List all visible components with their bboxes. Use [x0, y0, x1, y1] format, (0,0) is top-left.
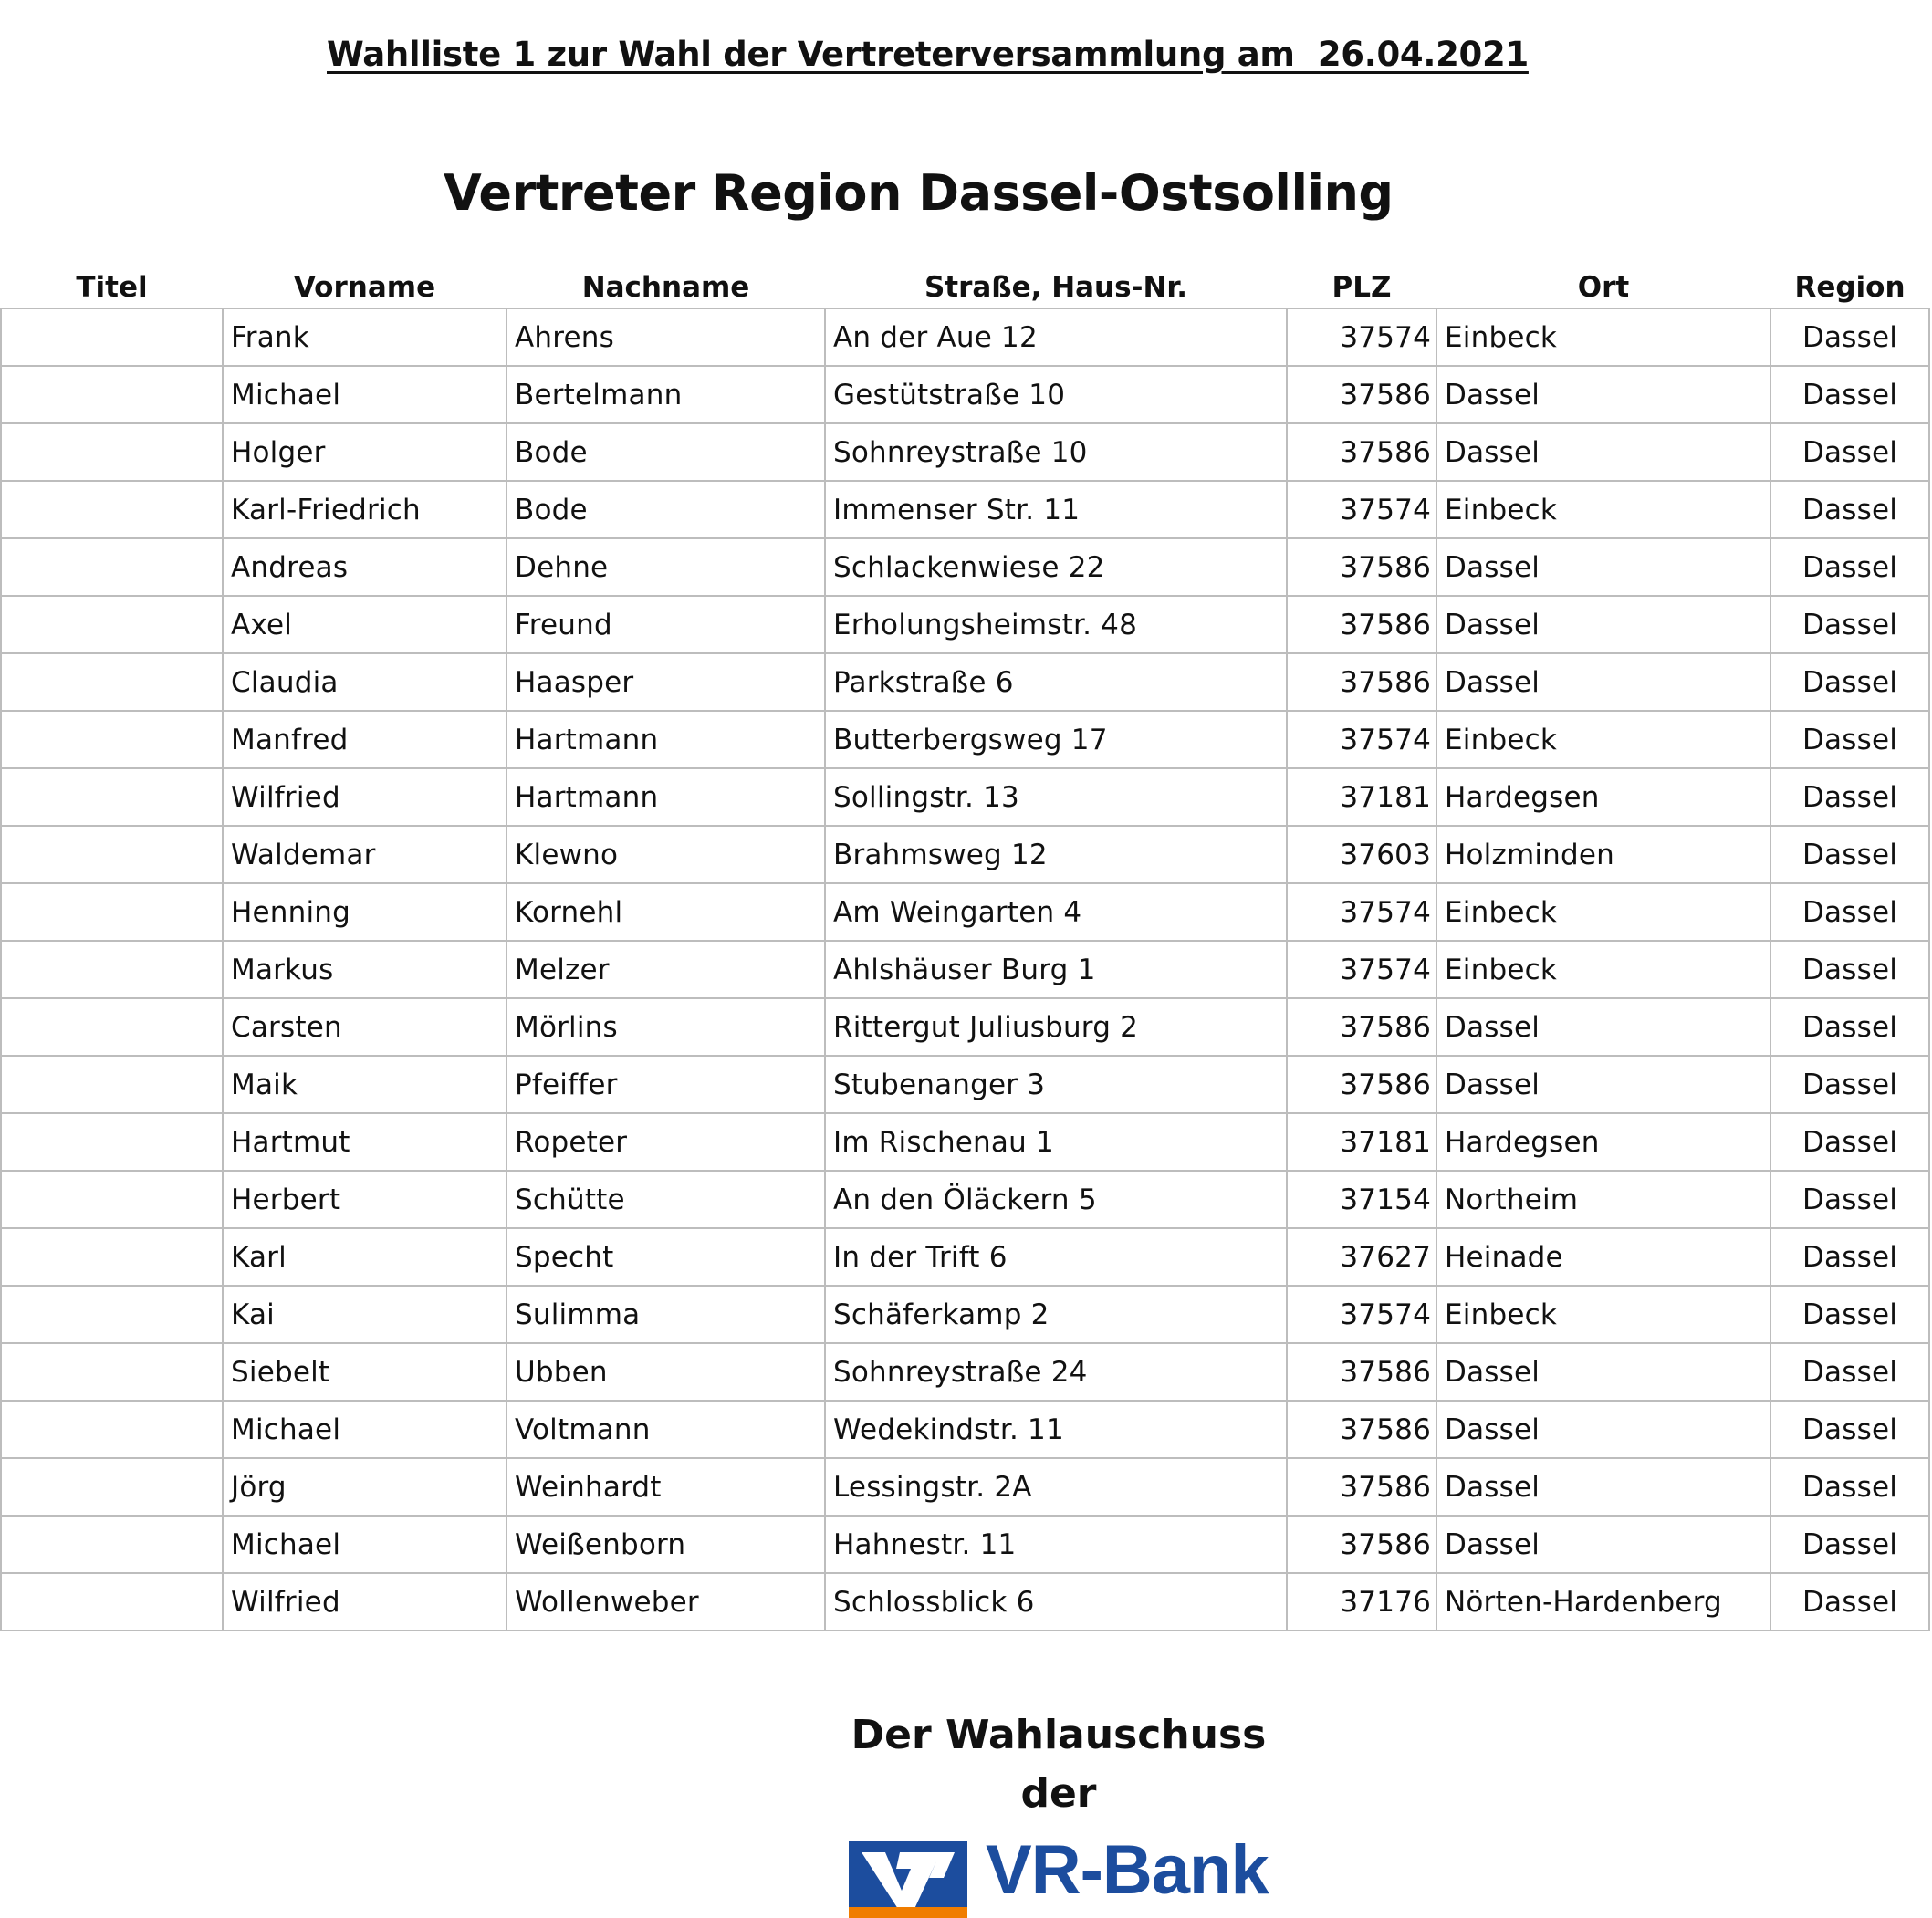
cell-plz: 37586: [1287, 423, 1436, 481]
table-row: [1, 1343, 1929, 1401]
cell-titel: [1, 711, 223, 768]
cell-strasse: An den Öläckern 5: [825, 1171, 1287, 1228]
cell-strasse: Wedekindstr. 11: [825, 1401, 1287, 1458]
table-row: [1, 711, 1929, 768]
table-row: [1, 1516, 1929, 1573]
column-header-nachname: Nachname: [581, 271, 750, 304]
cell-vorname: Markus: [223, 941, 506, 998]
cell-vorname: Frank: [223, 308, 506, 366]
cell-vorname: Siebelt: [223, 1343, 506, 1401]
logo-wordmark: VR-Bank: [986, 1831, 1269, 1909]
cell-vorname: Waldemar: [223, 826, 506, 883]
cell-region: Dassel: [1770, 1286, 1929, 1343]
cell-plz: 37603: [1287, 826, 1436, 883]
column-header-vorname: Vorname: [293, 271, 436, 304]
table-row: [1, 941, 1929, 998]
cell-nachname: Dehne: [506, 538, 825, 596]
cell-strasse: Rittergut Juliusburg 2: [825, 998, 1287, 1056]
cell-titel: [1, 653, 223, 711]
cell-plz: 37586: [1287, 596, 1436, 653]
cell-vorname: Wilfried: [223, 768, 506, 826]
cell-region: Dassel: [1770, 1171, 1929, 1228]
cell-region: Dassel: [1770, 941, 1929, 998]
cell-ort: Einbeck: [1436, 883, 1770, 941]
cell-region: Dassel: [1770, 883, 1929, 941]
cell-strasse: Sohnreystraße 10: [825, 423, 1287, 481]
cell-region: Dassel: [1770, 366, 1929, 423]
table-row: [1, 481, 1929, 538]
cell-vorname: Carsten: [223, 998, 506, 1056]
cell-strasse: Immenser Str. 11: [825, 481, 1287, 538]
cell-vorname: Michael: [223, 1401, 506, 1458]
cell-nachname: Haasper: [506, 653, 825, 711]
table-row: [1, 596, 1929, 653]
table-row: [1, 1056, 1929, 1113]
cell-region: Dassel: [1770, 308, 1929, 366]
table-row: [1, 653, 1929, 711]
table-header: [1, 262, 1929, 308]
cell-ort: Dassel: [1436, 423, 1770, 481]
table-row: [1, 1458, 1929, 1516]
cell-ort: Hardegsen: [1436, 768, 1770, 826]
cell-plz: 37574: [1287, 481, 1436, 538]
cell-titel: [1, 883, 223, 941]
cell-strasse: Sohnreystraße 24: [825, 1343, 1287, 1401]
cell-ort: Dassel: [1436, 538, 1770, 596]
cell-ort: Einbeck: [1436, 308, 1770, 366]
cell-titel: [1, 366, 223, 423]
cell-vorname: Michael: [223, 366, 506, 423]
cell-nachname: Voltmann: [506, 1401, 825, 1458]
cell-plz: 37586: [1287, 998, 1436, 1056]
cell-nachname: Hartmann: [506, 768, 825, 826]
cell-plz: 37627: [1287, 1228, 1436, 1286]
cell-strasse: Hahnestr. 11: [825, 1516, 1287, 1573]
cell-vorname: Maik: [223, 1056, 506, 1113]
cell-titel: [1, 308, 223, 366]
cell-strasse: An der Aue 12: [825, 308, 1287, 366]
cell-titel: [1, 1228, 223, 1286]
table-row: [1, 998, 1929, 1056]
column-header-strasse: Straße, Haus-Nr.: [924, 271, 1188, 304]
cell-plz: 37154: [1287, 1171, 1436, 1228]
region-title: Vertreter Region Dassel-Ostsolling: [444, 164, 1394, 222]
table-row: [1, 538, 1929, 596]
cell-region: Dassel: [1770, 1343, 1929, 1401]
cell-plz: 37574: [1287, 883, 1436, 941]
cell-nachname: Ropeter: [506, 1113, 825, 1171]
cell-nachname: Sulimma: [506, 1286, 825, 1343]
cell-titel: [1, 1516, 223, 1573]
cell-vorname: Jörg: [223, 1458, 506, 1516]
cell-plz: 37586: [1287, 1343, 1436, 1401]
table-row: [1, 1286, 1929, 1343]
column-header-region: Region: [1794, 271, 1906, 304]
table-row: [1, 768, 1929, 826]
cell-ort: Hardegsen: [1436, 1113, 1770, 1171]
footer-committee-line: Der Wahlauschuss: [851, 1712, 1267, 1758]
cell-titel: [1, 1343, 223, 1401]
table-row: [1, 1113, 1929, 1171]
column-header-titel: Titel: [76, 271, 148, 304]
table-header-row: [1, 262, 1929, 308]
cell-nachname: Hartmann: [506, 711, 825, 768]
cell-titel: [1, 1056, 223, 1113]
cell-nachname: Ubben: [506, 1343, 825, 1401]
cell-vorname: Hartmut: [223, 1113, 506, 1171]
cell-nachname: Bertelmann: [506, 366, 825, 423]
cell-vorname: Karl-Friedrich: [223, 481, 506, 538]
cell-plz: 37574: [1287, 308, 1436, 366]
cell-titel: [1, 826, 223, 883]
cell-nachname: Weißenborn: [506, 1516, 825, 1573]
cell-titel: [1, 423, 223, 481]
cell-strasse: Erholungsheimstr. 48: [825, 596, 1287, 653]
cell-titel: [1, 1286, 223, 1343]
cell-titel: [1, 481, 223, 538]
cell-nachname: Bode: [506, 423, 825, 481]
cell-ort: Dassel: [1436, 1056, 1770, 1113]
cell-plz: 37181: [1287, 768, 1436, 826]
cell-nachname: Specht: [506, 1228, 825, 1286]
cell-region: Dassel: [1770, 768, 1929, 826]
cell-strasse: Schlackenwiese 22: [825, 538, 1287, 596]
cell-vorname: Holger: [223, 423, 506, 481]
cell-strasse: Lessingstr. 2A: [825, 1458, 1287, 1516]
cell-titel: [1, 1458, 223, 1516]
cell-nachname: Klewno: [506, 826, 825, 883]
volksbank-raiffeisenbank-icon: [849, 1841, 967, 1918]
cell-nachname: Weinhardt: [506, 1458, 825, 1516]
table-row: [1, 1401, 1929, 1458]
cell-titel: [1, 1113, 223, 1171]
cell-ort: Dassel: [1436, 1516, 1770, 1573]
cell-titel: [1, 1573, 223, 1631]
cell-vorname: Claudia: [223, 653, 506, 711]
table-row: [1, 308, 1929, 366]
cell-ort: Einbeck: [1436, 711, 1770, 768]
cell-region: Dassel: [1770, 1516, 1929, 1573]
cell-titel: [1, 1171, 223, 1228]
cell-region: Dassel: [1770, 481, 1929, 538]
cell-plz: 37586: [1287, 1056, 1436, 1113]
cell-vorname: Andreas: [223, 538, 506, 596]
cell-nachname: Melzer: [506, 941, 825, 998]
cell-ort: Dassel: [1436, 596, 1770, 653]
cell-ort: Nörten-Hardenberg: [1436, 1573, 1770, 1631]
cell-titel: [1, 596, 223, 653]
cell-strasse: Am Weingarten 4: [825, 883, 1287, 941]
cell-strasse: Schäferkamp 2: [825, 1286, 1287, 1343]
cell-strasse: Sollingstr. 13: [825, 768, 1287, 826]
cell-plz: 37574: [1287, 941, 1436, 998]
cell-titel: [1, 998, 223, 1056]
cell-strasse: Butterbergsweg 17: [825, 711, 1287, 768]
vr-bank-logo: [849, 1831, 1278, 1918]
cell-ort: Northeim: [1436, 1171, 1770, 1228]
table-row: [1, 826, 1929, 883]
cell-titel: [1, 1401, 223, 1458]
cell-ort: Dassel: [1436, 1401, 1770, 1458]
cell-strasse: In der Trift 6: [825, 1228, 1287, 1286]
cell-strasse: Parkstraße 6: [825, 653, 1287, 711]
cell-region: Dassel: [1770, 653, 1929, 711]
cell-region: Dassel: [1770, 826, 1929, 883]
cell-plz: 37574: [1287, 711, 1436, 768]
column-header-ort: Ort: [1577, 271, 1630, 304]
cell-vorname: Kai: [223, 1286, 506, 1343]
footer-der-line: der: [1020, 1770, 1097, 1817]
cell-plz: 37586: [1287, 538, 1436, 596]
cell-vorname: Henning: [223, 883, 506, 941]
cell-region: Dassel: [1770, 1228, 1929, 1286]
cell-ort: Dassel: [1436, 998, 1770, 1056]
cell-plz: 37176: [1287, 1573, 1436, 1631]
table-row: [1, 883, 1929, 941]
cell-vorname: Wilfried: [223, 1573, 506, 1631]
cell-nachname: Bode: [506, 481, 825, 538]
cell-strasse: Gestütstraße 10: [825, 366, 1287, 423]
cell-region: Dassel: [1770, 423, 1929, 481]
cell-plz: 37586: [1287, 1458, 1436, 1516]
representatives-table: [0, 262, 1930, 1631]
table-row: [1, 1573, 1929, 1631]
cell-ort: Heinade: [1436, 1228, 1770, 1286]
cell-region: Dassel: [1770, 998, 1929, 1056]
cell-nachname: Pfeiffer: [506, 1056, 825, 1113]
cell-plz: 37181: [1287, 1113, 1436, 1171]
cell-strasse: Stubenanger 3: [825, 1056, 1287, 1113]
cell-strasse: Schlossblick 6: [825, 1573, 1287, 1631]
cell-ort: Dassel: [1436, 1343, 1770, 1401]
table-row: [1, 366, 1929, 423]
cell-titel: [1, 538, 223, 596]
cell-nachname: Mörlins: [506, 998, 825, 1056]
column-header-plz: PLZ: [1332, 271, 1392, 304]
document-title: Wahlliste 1 zur Wahl der Vertreterversammlung am 26.04.2021: [327, 35, 1529, 74]
cell-plz: 37586: [1287, 1516, 1436, 1573]
cell-vorname: Manfred: [223, 711, 506, 768]
cell-vorname: Michael: [223, 1516, 506, 1573]
cell-nachname: Ahrens: [506, 308, 825, 366]
table-row: [1, 1171, 1929, 1228]
cell-ort: Einbeck: [1436, 481, 1770, 538]
table-row: [1, 1228, 1929, 1286]
cell-vorname: Karl: [223, 1228, 506, 1286]
cell-region: Dassel: [1770, 1458, 1929, 1516]
cell-ort: Holzminden: [1436, 826, 1770, 883]
cell-nachname: Wollenweber: [506, 1573, 825, 1631]
cell-strasse: Ahlshäuser Burg 1: [825, 941, 1287, 998]
cell-plz: 37586: [1287, 653, 1436, 711]
cell-strasse: Brahmsweg 12: [825, 826, 1287, 883]
cell-region: Dassel: [1770, 1113, 1929, 1171]
cell-nachname: Kornehl: [506, 883, 825, 941]
cell-vorname: Axel: [223, 596, 506, 653]
cell-plz: 37574: [1287, 1286, 1436, 1343]
cell-region: Dassel: [1770, 1056, 1929, 1113]
table-body: [1, 308, 1929, 1631]
table-row: [1, 423, 1929, 481]
cell-nachname: Freund: [506, 596, 825, 653]
cell-region: Dassel: [1770, 1401, 1929, 1458]
cell-ort: Dassel: [1436, 1458, 1770, 1516]
cell-ort: Dassel: [1436, 366, 1770, 423]
cell-plz: 37586: [1287, 1401, 1436, 1458]
cell-strasse: Im Rischenau 1: [825, 1113, 1287, 1171]
cell-region: Dassel: [1770, 538, 1929, 596]
cell-plz: 37586: [1287, 366, 1436, 423]
cell-ort: Einbeck: [1436, 941, 1770, 998]
cell-titel: [1, 768, 223, 826]
cell-region: Dassel: [1770, 1573, 1929, 1631]
cell-nachname: Schütte: [506, 1171, 825, 1228]
cell-titel: [1, 941, 223, 998]
cell-ort: Einbeck: [1436, 1286, 1770, 1343]
cell-vorname: Herbert: [223, 1171, 506, 1228]
cell-ort: Dassel: [1436, 653, 1770, 711]
cell-region: Dassel: [1770, 596, 1929, 653]
cell-region: Dassel: [1770, 711, 1929, 768]
